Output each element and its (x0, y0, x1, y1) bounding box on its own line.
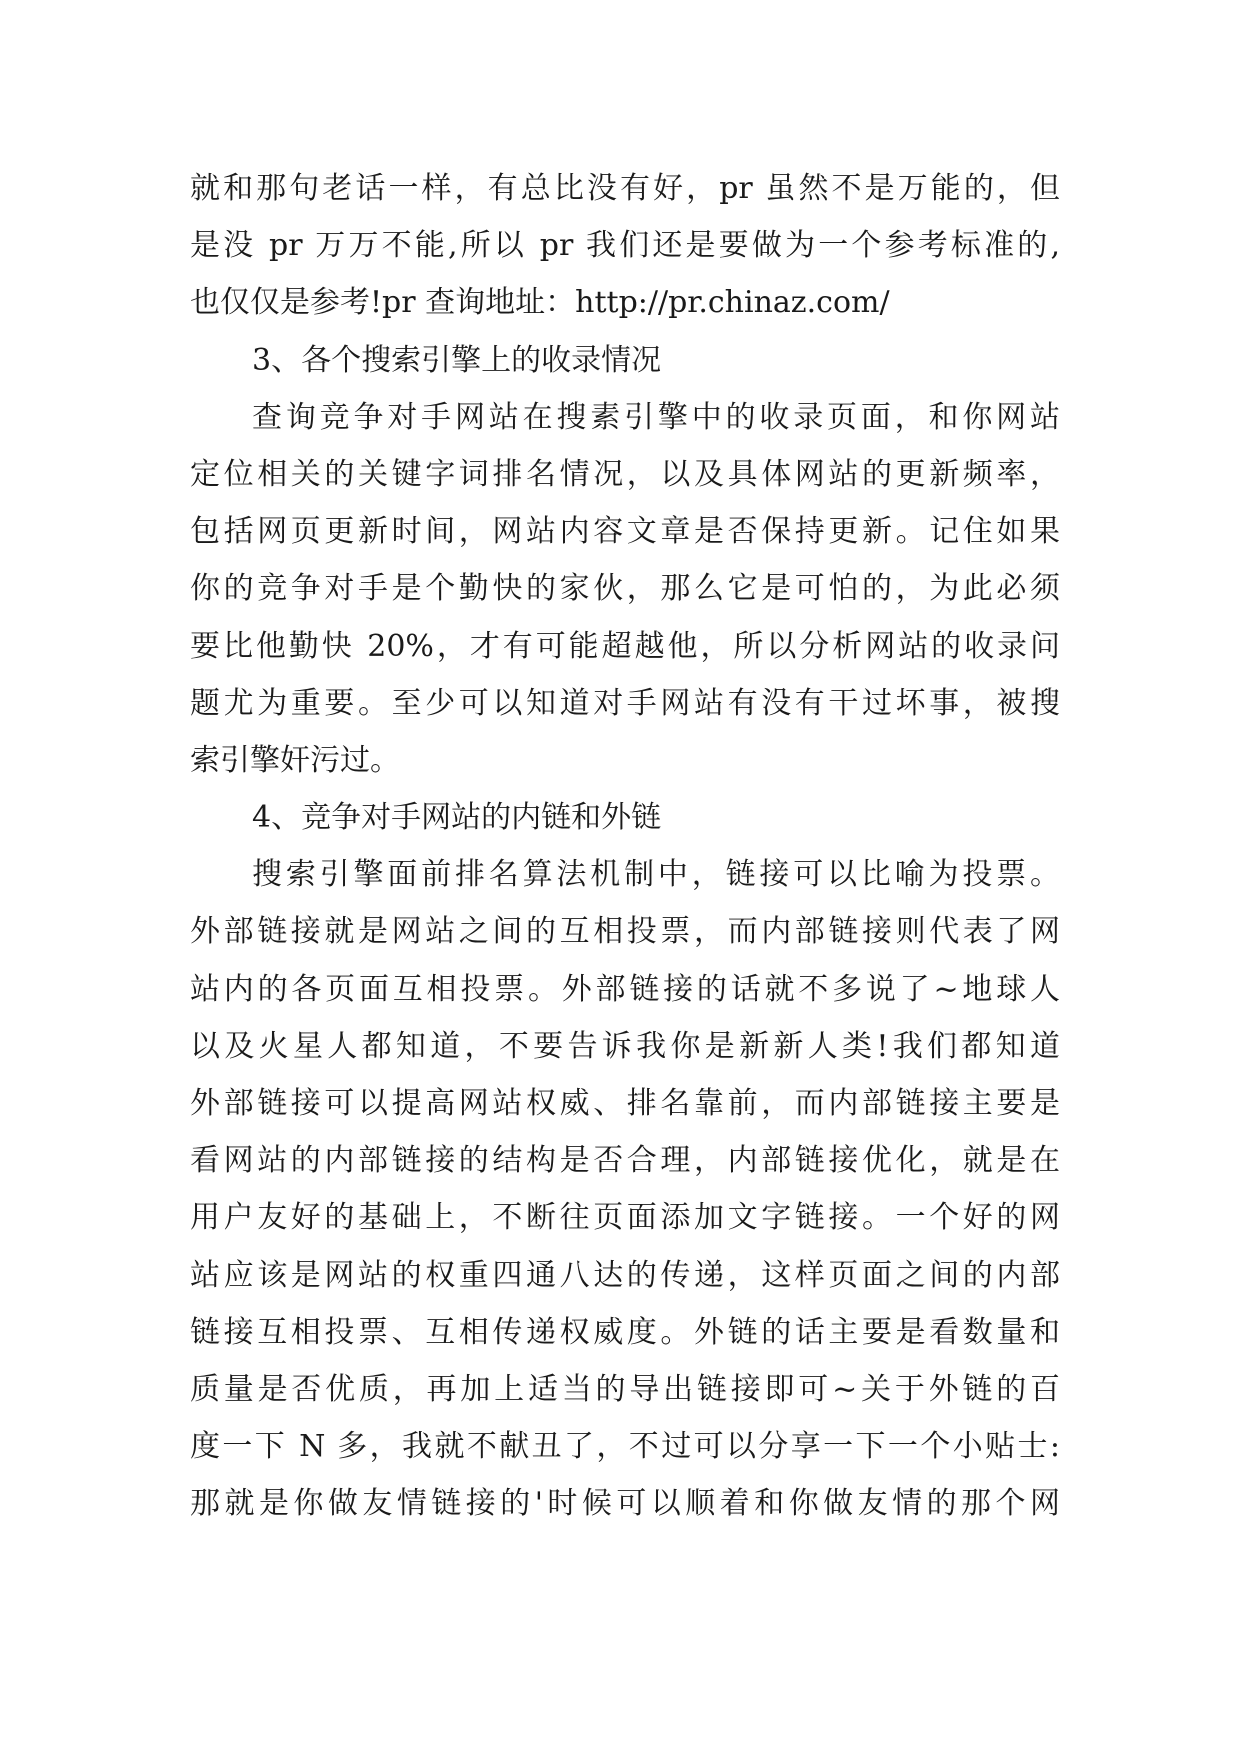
text-line: 要比他勤快 20%，才有可能超越他，所以分析网站的收录问 (190, 628, 1060, 664)
text-line: 定位相关的关键字词排名情况，以及具体网站的更新频率， (190, 456, 1060, 492)
text-line: 站应该是网站的权重四通八达的传递，这样页面之间的内部 (190, 1257, 1060, 1293)
text-line: 站内的各页面互相投票。外部链接的话就不多说了~地球人 (190, 971, 1060, 1007)
text-line: 看网站的内部链接的结构是否合理，内部链接优化，就是在 (190, 1143, 1060, 1179)
body-text (190, 160, 1060, 1533)
text-line: 题尤为重要。至少可以知道对手网站有没有干过坏事，被搜 (190, 685, 1060, 721)
text-line: 你的竞争对手是个勤快的家伙，那么它是可怕的，为此必须 (190, 571, 1060, 607)
text-line: 是没 pr 万万不能,所以 pr 我们还是要做为一个参考标准的, (190, 228, 1060, 264)
text-line: 外部链接就是网站之间的互相投票，而内部链接则代表了网 (190, 914, 1060, 950)
text-line: 索引擎奸污过。 (190, 742, 400, 778)
section-heading: 4、竞争对手网站的内链和外链 (252, 800, 662, 836)
text-line: 就和那句老话一样，有总比没有好，pr 虽然不是万能的，但 (190, 171, 1060, 206)
text-line: 链接互相投票、互相传递权威度。外链的话主要是看数量和 (190, 1314, 1060, 1350)
text-line: 包括网页更新时间，网站内容文章是否保持更新。记住如果 (190, 514, 1060, 550)
text-line: 用户友好的基础上，不断往页面添加文字链接。一个好的网 (190, 1200, 1060, 1236)
text-line: 查询竞争对手网站在搜素引擎中的收录页面，和你网站 (252, 399, 1060, 435)
text-line: 那就是你做友情链接的'时候可以顺着和你做友情的那个网 (190, 1486, 1060, 1522)
text-line: 以及火星人都知道，不要告诉我你是新新人类!我们都知道 (190, 1028, 1060, 1064)
text-line: 搜索引擎面前排名算法机制中，链接可以比喻为投票。 (252, 857, 1060, 893)
text-line: 也仅仅是参考!pr 查询地址：http://pr.chinaz.com/ (190, 285, 890, 321)
text-line: 外部链接可以提高网站权威、排名靠前，而内部链接主要是 (190, 1086, 1060, 1121)
text-line: 质量是否优质，再加上适当的导出链接即可~关于外链的百 (190, 1371, 1060, 1407)
section-heading: 3、各个搜索引擎上的收录情况 (252, 342, 662, 378)
text-line: 度一下 N 多，我就不献丑了，不过可以分享一下一个小贴士: (190, 1429, 1060, 1465)
